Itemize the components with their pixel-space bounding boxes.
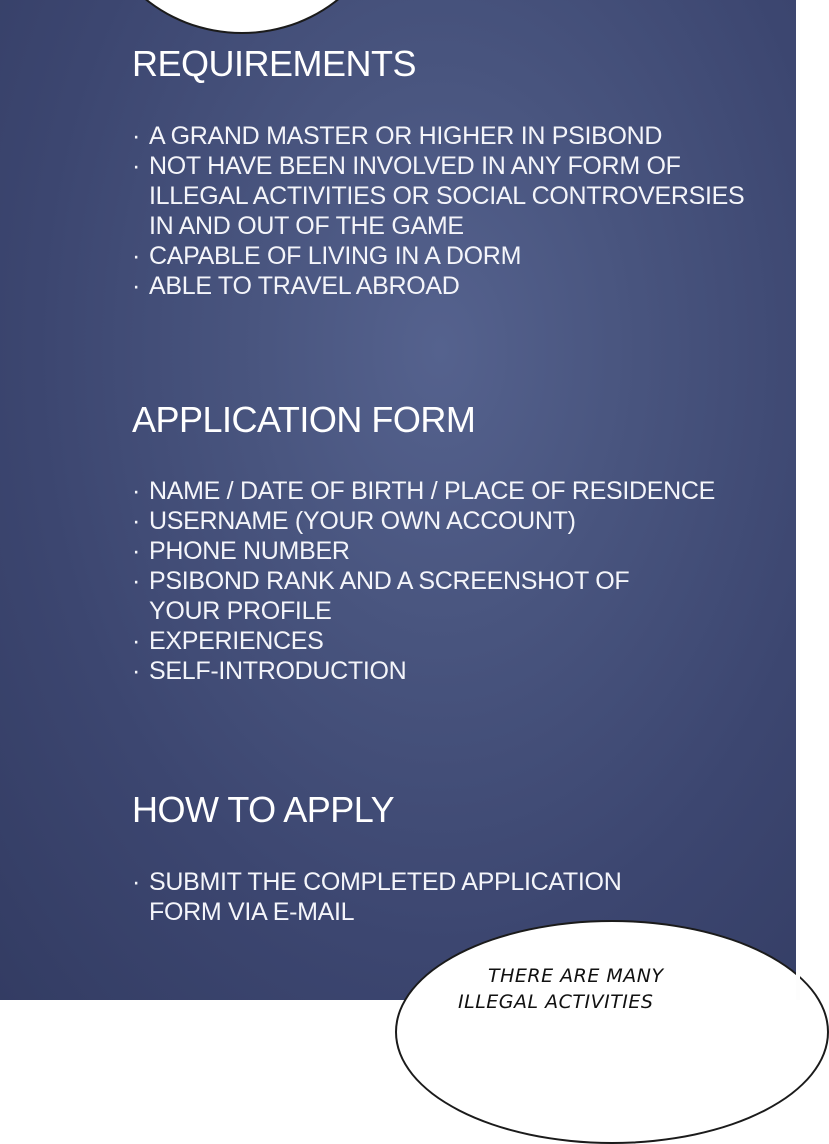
- list-item-line: YOUR PROFILE: [149, 597, 332, 625]
- list-item-line: FORM VIA E-MAIL: [149, 898, 355, 926]
- list-item-line: ILLEGAL ACTIVITIES OR SOCIAL CONTROVERSIES: [149, 182, 745, 210]
- how-to-apply-heading: HOW TO APPLY: [132, 789, 395, 830]
- list-item-line: · SELF-INTRODUCTION: [149, 657, 407, 685]
- list-item: [132, 271, 744, 301]
- list-item-line: · USERNAME (YOUR OWN ACCOUNT): [149, 507, 576, 535]
- list-item: [132, 536, 715, 566]
- list-item-line: IN AND OUT OF THE GAME: [149, 212, 464, 240]
- list-item: [132, 867, 621, 927]
- requirements-list: [132, 121, 744, 301]
- list-item: [132, 506, 715, 536]
- list-item-line: · EXPERIENCES: [149, 627, 324, 655]
- how-to-apply-list: [132, 867, 621, 927]
- list-item: [132, 566, 715, 626]
- list-item: [132, 241, 744, 271]
- speech-bubble-text-cropped: [458, 993, 653, 1000]
- speech-bubble-top: [95, 0, 389, 34]
- list-item-line: · A GRAND MASTER OR HIGHER IN PSIBOND: [149, 122, 663, 150]
- application-form-heading: APPLICATION FORM: [132, 399, 476, 440]
- speech-bubble-text: THERE ARE MANY: [488, 965, 664, 987]
- list-item-line: · PHONE NUMBER: [149, 537, 350, 565]
- list-item-line: · SUBMIT THE COMPLETED APPLICATION: [149, 868, 622, 896]
- list-item: [132, 626, 715, 656]
- list-item: [132, 476, 715, 506]
- list-item-line: · NOT HAVE BEEN INVOLVED IN ANY FORM OF: [149, 152, 681, 180]
- application-form-list: [132, 476, 715, 686]
- speech-bubble-bottom: [395, 920, 829, 1144]
- list-item: [132, 121, 744, 151]
- list-item-line: · PSIBOND RANK AND A SCREENSHOT OF: [149, 567, 630, 595]
- list-item-line: · ABLE TO TRAVEL ABROAD: [149, 272, 460, 300]
- how-to-apply-section: [132, 790, 621, 927]
- list-item-line: · CAPABLE OF LIVING IN A DORM: [149, 242, 522, 270]
- requirements-heading: REQUIREMENTS: [132, 43, 417, 84]
- list-item: [132, 151, 744, 241]
- list-item: [132, 656, 715, 686]
- list-item-line: · NAME / DATE OF BIRTH / PLACE OF RESIDENCE: [149, 477, 716, 505]
- panel-gutter: [796, 0, 800, 1000]
- requirements-section: [132, 44, 744, 301]
- application-form-section: [132, 400, 715, 686]
